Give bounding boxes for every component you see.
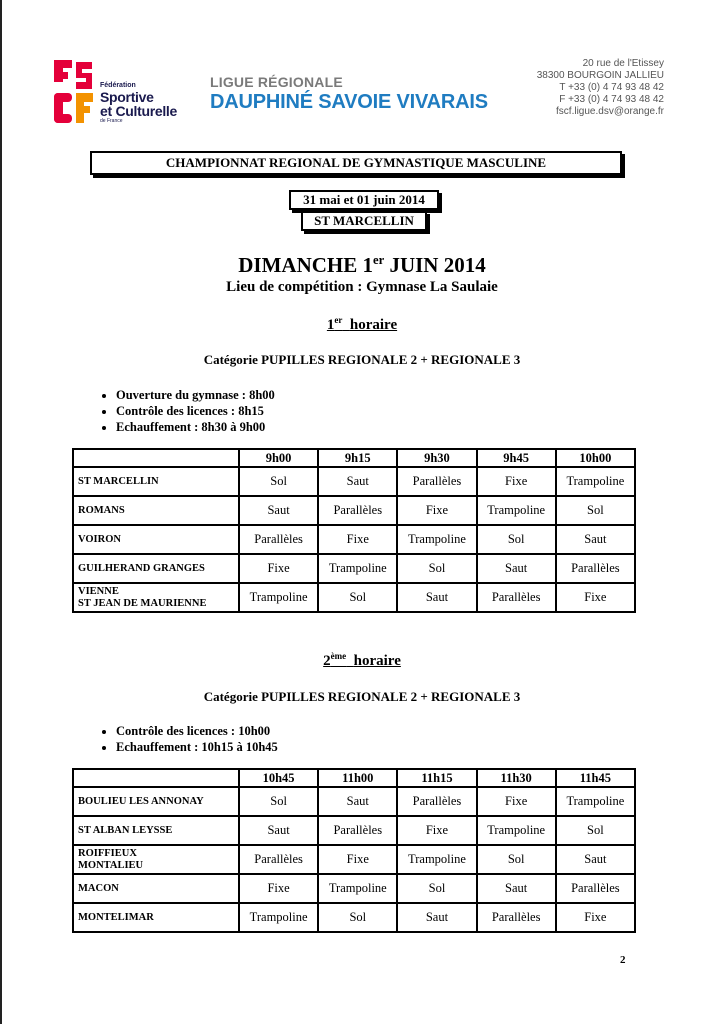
- info-list-2: [98, 723, 278, 755]
- fax-line: F +33 (0) 4 74 93 48 42: [559, 94, 664, 105]
- apparatus-cell: Trampoline: [239, 903, 318, 932]
- info-item: • Echauffement : 10h15 à 10h45: [116, 739, 278, 755]
- club-name-cell: [73, 583, 239, 612]
- club-name-cell: [73, 787, 239, 816]
- club-name: BOULIEU LES ANNONAY: [78, 795, 204, 807]
- apparatus-cell: Parallèles: [318, 816, 397, 845]
- time-header: 9h45: [477, 449, 556, 467]
- address-line: 20 rue de l'Etissey: [582, 58, 664, 69]
- table-row: [73, 903, 635, 932]
- table-row: [73, 787, 635, 816]
- table-row: [73, 554, 635, 583]
- club-name: GUILHERAND GRANGES: [78, 562, 205, 574]
- info-item: • Echauffement : 8h30 à 9h00: [116, 419, 275, 435]
- time-header: 11h00: [318, 769, 397, 787]
- club-name-cell: [73, 816, 239, 845]
- address-line: 38300 BOURGOIN JALLIEU: [536, 70, 664, 81]
- table-row: [73, 583, 635, 612]
- club-name: MACON: [78, 882, 119, 894]
- event-city: ST MARCELLIN: [301, 211, 427, 231]
- apparatus-cell: Parallèles: [397, 787, 476, 816]
- email-line[interactable]: fscf.ligue.dsv@orange.fr: [556, 106, 664, 117]
- apparatus-cell: Parallèles: [556, 874, 635, 903]
- apparatus-cell: Trampoline: [318, 874, 397, 903]
- apparatus-cell: Saut: [397, 583, 476, 612]
- apparatus-cell: Trampoline: [477, 816, 556, 845]
- apparatus-cell: Sol: [318, 903, 397, 932]
- apparatus-cell: Saut: [477, 874, 556, 903]
- apparatus-cell: Trampoline: [556, 467, 635, 496]
- time-header: 9h00: [239, 449, 318, 467]
- logo-text-federation: Fédération: [100, 82, 136, 89]
- horaire-label: horaire: [353, 653, 401, 669]
- club-name: ROMANS: [78, 504, 125, 516]
- event-dates: 31 mai et 01 juin 2014: [289, 190, 439, 210]
- header-empty-cell: [73, 769, 239, 787]
- page-number: 2: [620, 954, 626, 966]
- ligue-label: LIGUE RÉGIONALE: [210, 74, 343, 90]
- apparatus-cell: Fixe: [239, 554, 318, 583]
- apparatus-cell: Fixe: [556, 903, 635, 932]
- horaire-sup: er: [334, 315, 343, 325]
- club-name: MONTELIMAR: [78, 911, 154, 923]
- apparatus-cell: Fixe: [477, 467, 556, 496]
- logo-text-culturelle: et Culturelle: [100, 103, 178, 119]
- table-header-row: [73, 449, 635, 467]
- apparatus-cell: Saut: [556, 845, 635, 874]
- table-row: [73, 874, 635, 903]
- info-item: • Ouverture du gymnase : 8h00: [116, 387, 275, 403]
- time-header: 9h30: [397, 449, 476, 467]
- club-name-cell: [73, 903, 239, 932]
- info-list-1: [98, 387, 275, 435]
- apparatus-cell: Saut: [397, 903, 476, 932]
- apparatus-cell: Sol: [397, 874, 476, 903]
- apparatus-cell: Parallèles: [239, 525, 318, 554]
- apparatus-cell: Saut: [239, 816, 318, 845]
- logo-text-france: de France: [100, 118, 123, 124]
- horaire-label: horaire: [349, 317, 398, 333]
- table-row: [73, 816, 635, 845]
- ligue-name: DAUPHINÉ SAVOIE VIVARAIS: [210, 91, 488, 113]
- club-name: VOIRON: [78, 533, 121, 545]
- apparatus-cell: Trampoline: [397, 845, 476, 874]
- apparatus-cell: Trampoline: [397, 525, 476, 554]
- day-heading-sup: er: [373, 253, 385, 267]
- info-item: • Contrôle des licences : 8h15: [116, 403, 275, 419]
- apparatus-cell: Parallèles: [239, 845, 318, 874]
- club-name: ST ALBAN LEYSSE: [78, 824, 173, 836]
- header-empty-cell: [73, 449, 239, 467]
- day-heading: [0, 253, 724, 278]
- apparatus-cell: Fixe: [556, 583, 635, 612]
- club-name: ST MARCELLIN: [78, 475, 159, 487]
- category-2: Catégorie PUPILLES REGIONALE 2 + REGIONALE 3: [203, 689, 521, 704]
- apparatus-cell: Sol: [239, 467, 318, 496]
- apparatus-cell: Parallèles: [477, 903, 556, 932]
- schedule-table-2: [72, 768, 636, 933]
- apparatus-cell: Saut: [556, 525, 635, 554]
- apparatus-cell: Parallèles: [318, 496, 397, 525]
- apparatus-cell: Saut: [239, 496, 318, 525]
- table-header-row: [73, 769, 635, 787]
- time-header: 11h45: [556, 769, 635, 787]
- day-heading-part: JUIN 2014: [384, 253, 486, 277]
- apparatus-cell: Sol: [318, 583, 397, 612]
- day-heading-part: DIMANCHE 1: [238, 253, 374, 277]
- club-name: MONTALIEU: [78, 859, 144, 871]
- time-header: 10h00: [556, 449, 635, 467]
- venue: Lieu de compétition : Gymnase La Saulaie: [226, 279, 498, 295]
- table-row: [73, 467, 635, 496]
- table-row: [73, 525, 635, 554]
- apparatus-cell: Sol: [239, 787, 318, 816]
- apparatus-cell: Trampoline: [556, 787, 635, 816]
- time-header: 11h30: [477, 769, 556, 787]
- club-name: VIENNE: [78, 585, 119, 597]
- apparatus-cell: Parallèles: [397, 467, 476, 496]
- apparatus-cell: Fixe: [318, 525, 397, 554]
- info-item: • Contrôle des licences : 10h00: [116, 723, 278, 739]
- apparatus-cell: Saut: [318, 787, 397, 816]
- ligue-header: [210, 74, 488, 114]
- logo-text-sportive: Sportive: [100, 89, 154, 105]
- apparatus-cell: Sol: [556, 816, 635, 845]
- apparatus-cell: Saut: [477, 554, 556, 583]
- horaire-2-heading: [0, 651, 724, 670]
- apparatus-cell: Trampoline: [318, 554, 397, 583]
- horaire-sup: ème: [330, 651, 347, 661]
- category-1: Catégorie PUPILLES REGIONALE 2 + REGIONALE 3: [203, 352, 521, 367]
- time-header: 9h15: [318, 449, 397, 467]
- club-name: ST JEAN DE MAURIENNE: [78, 597, 207, 609]
- table-row: [73, 845, 635, 874]
- apparatus-cell: Fixe: [397, 496, 476, 525]
- phone-line: T +33 (0) 4 74 93 48 42: [559, 82, 664, 93]
- club-name-cell: [73, 845, 239, 874]
- apparatus-cell: Sol: [556, 496, 635, 525]
- apparatus-cell: Fixe: [318, 845, 397, 874]
- apparatus-cell: Fixe: [477, 787, 556, 816]
- schedule-table-1: [72, 448, 636, 613]
- apparatus-cell: Sol: [397, 554, 476, 583]
- club-name-cell: [73, 525, 239, 554]
- time-header: 10h45: [239, 769, 318, 787]
- address-block: [537, 58, 664, 118]
- apparatus-cell: Parallèles: [477, 583, 556, 612]
- horaire-1-heading: [0, 315, 724, 334]
- table-row: [73, 496, 635, 525]
- club-name-cell: [73, 554, 239, 583]
- club-name-cell: [73, 874, 239, 903]
- apparatus-cell: Parallèles: [556, 554, 635, 583]
- apparatus-cell: Fixe: [239, 874, 318, 903]
- apparatus-cell: Fixe: [397, 816, 476, 845]
- fscf-logo: [52, 58, 182, 128]
- document-title: CHAMPIONNAT REGIONAL DE GYMNASTIQUE MASCULINE: [90, 151, 622, 175]
- apparatus-cell: Trampoline: [477, 496, 556, 525]
- horaire-number: 1: [326, 317, 335, 333]
- apparatus-cell: Trampoline: [239, 583, 318, 612]
- apparatus-cell: Sol: [477, 845, 556, 874]
- apparatus-cell: Saut: [318, 467, 397, 496]
- club-name-cell: [73, 467, 239, 496]
- apparatus-cell: Sol: [477, 525, 556, 554]
- fscf-logo-mark: [52, 58, 98, 128]
- horaire-number: 2: [323, 653, 331, 669]
- club-name-cell: [73, 496, 239, 525]
- page-left-border: [0, 0, 2, 1024]
- time-header: 11h15: [397, 769, 476, 787]
- club-name: ROIFFIEUX: [78, 847, 137, 859]
